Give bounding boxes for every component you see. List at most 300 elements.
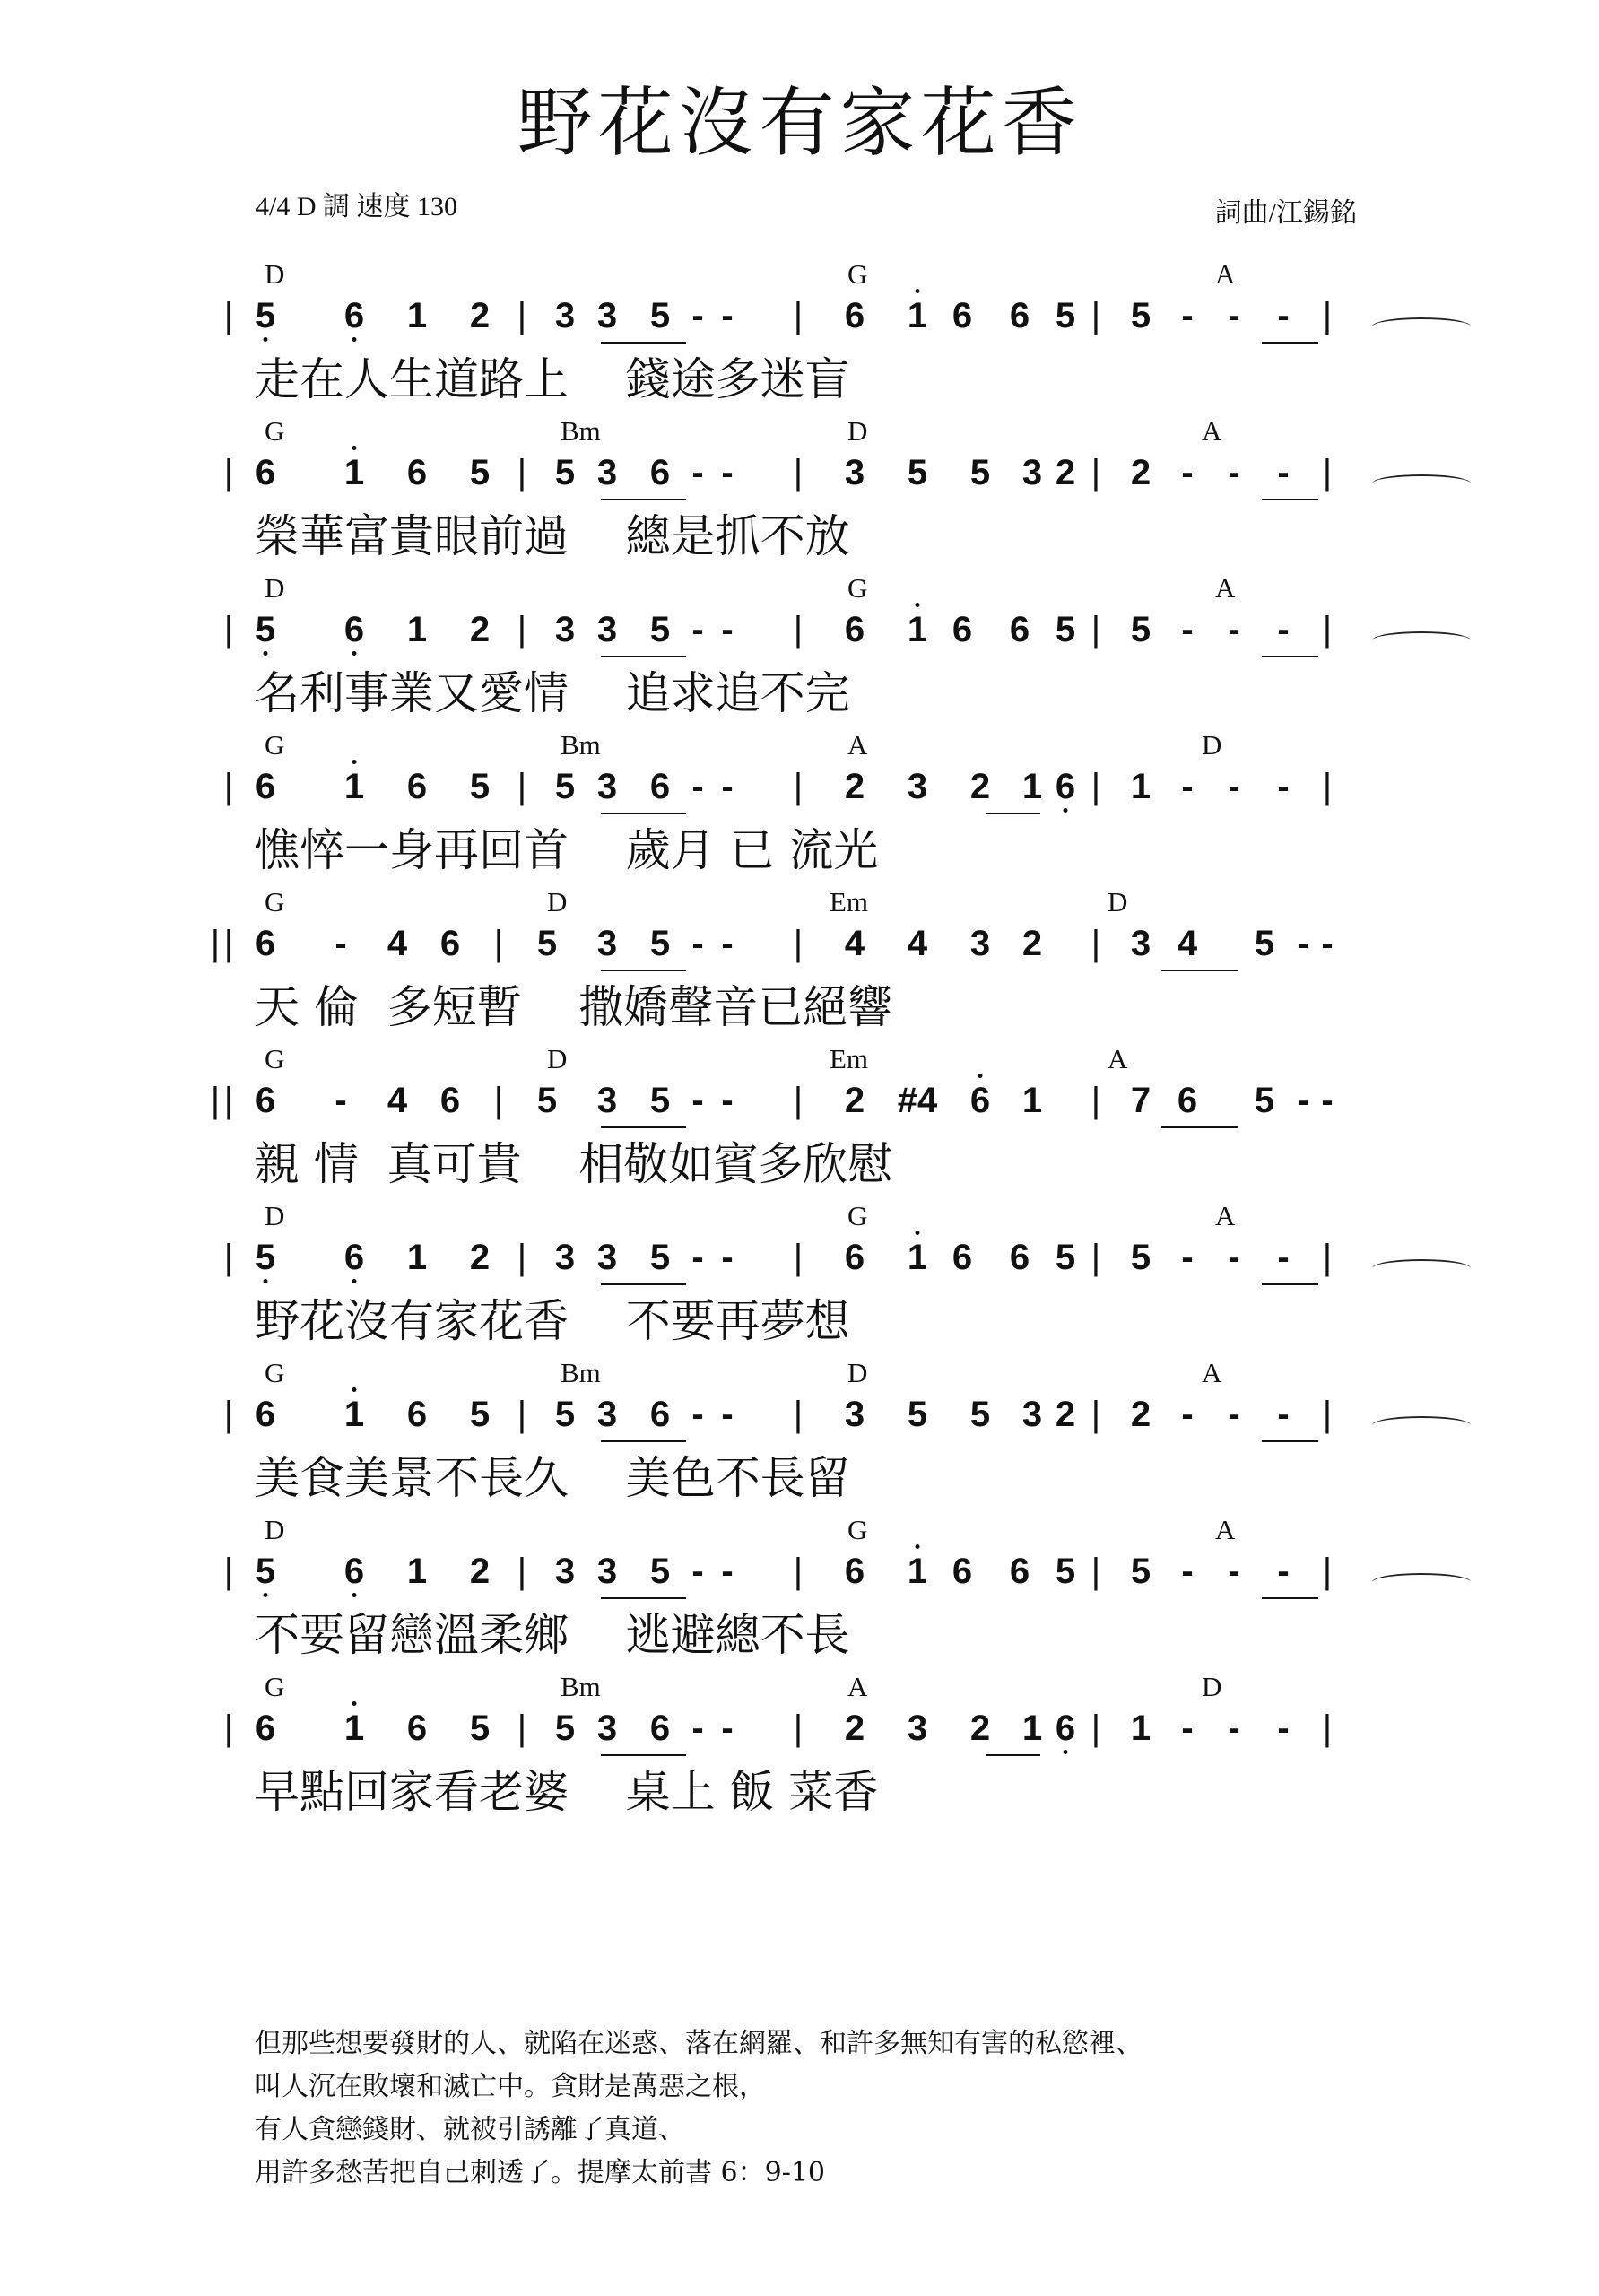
note: 3 — [554, 296, 576, 335]
sustain-dash: - — [721, 1552, 734, 1591]
eighth-note-underline — [1161, 1126, 1238, 1128]
lower-octave-dot — [264, 1279, 268, 1283]
upper-octave-dot — [916, 603, 920, 607]
note: 5 — [1130, 296, 1151, 335]
note: 6 — [255, 767, 276, 806]
bar-line: | — [517, 1552, 527, 1591]
note: 2 — [469, 1552, 491, 1591]
eighth-note-underline — [601, 499, 686, 500]
bar-line: | — [517, 1238, 527, 1277]
bar-line: | — [223, 610, 234, 649]
bar-line: | — [493, 924, 504, 963]
note: 6 — [1177, 1081, 1198, 1120]
note: 3 — [596, 453, 618, 492]
note: 5 — [1130, 1552, 1151, 1591]
note: 3 — [596, 1395, 618, 1434]
note: #4 — [897, 1081, 938, 1120]
bar-line: | — [223, 1552, 234, 1591]
bar-line: | — [223, 924, 234, 963]
bar-line: | — [1322, 296, 1333, 335]
note: 5 — [554, 1395, 576, 1434]
note: 4 — [907, 924, 928, 963]
score-system — [0, 574, 1599, 731]
sustain-dash: - — [1277, 1709, 1290, 1748]
note: 2 — [469, 296, 491, 335]
sustain-dash: - — [1321, 1081, 1334, 1120]
sustain-dash: - — [1297, 1081, 1309, 1120]
score-system — [0, 888, 1599, 1045]
note: 5 — [969, 453, 991, 492]
bar-line: | — [223, 1395, 234, 1434]
sustain-dash: - — [1277, 767, 1290, 806]
note: 3 — [596, 1081, 618, 1120]
note: 4 — [387, 1081, 408, 1120]
note: 5 — [469, 453, 491, 492]
note: 3 — [554, 1552, 576, 1591]
score-system — [0, 260, 1599, 417]
bar-line: | — [793, 453, 804, 492]
chord-symbol: Bm — [561, 415, 601, 447]
note: 1 — [1021, 1081, 1043, 1120]
note: 6 — [406, 453, 428, 492]
note: 5 — [649, 1238, 671, 1277]
note-row — [215, 298, 1444, 348]
bar-line: | — [1322, 453, 1333, 492]
sustain-dash: - — [1181, 767, 1194, 806]
lyric-line: 美食美景不長久 美色不長留 — [255, 1452, 850, 1504]
bar-line: | — [223, 1709, 234, 1748]
eighth-note-underline — [1262, 1597, 1318, 1599]
sustain-dash: - — [721, 1709, 734, 1748]
chord-symbol: Bm — [561, 1357, 601, 1388]
verse-line: 但那些想要發財的人、就陷在迷惑、落在網羅、和許多無知有害的私慾裡、 — [255, 2028, 1143, 2059]
note-row — [210, 1081, 1444, 1133]
bar-line: | — [793, 1395, 804, 1434]
sustain-dash: - — [1181, 610, 1194, 649]
note-row — [210, 924, 1444, 976]
bar-line: | — [793, 1709, 804, 1748]
lyric-line: 天 倫 多短暫 撒嬌聲音已絕響 — [255, 981, 893, 1033]
note: 6 — [343, 296, 365, 335]
note: 4 — [844, 924, 865, 963]
note: 3 — [596, 1238, 618, 1277]
sustain-dash: - — [691, 453, 704, 492]
note: 6 — [1009, 1238, 1030, 1277]
score-system — [0, 1045, 1599, 1202]
bar-line: | — [210, 1081, 221, 1120]
note: 1 — [1130, 767, 1151, 806]
note: 6 — [952, 1552, 973, 1591]
bar-line: | — [1091, 924, 1101, 963]
bar-line: | — [517, 1709, 527, 1748]
chord-symbol: G — [847, 572, 868, 604]
sustain-dash: - — [1181, 1238, 1194, 1277]
bar-line: | — [223, 767, 234, 806]
chord-symbol: A — [1215, 258, 1236, 290]
eighth-note-underline — [601, 1597, 686, 1599]
tie-arc — [1372, 474, 1471, 492]
sustain-dash: - — [721, 610, 734, 649]
lower-octave-dot — [352, 337, 357, 342]
note: 6 — [1055, 767, 1076, 806]
sustain-dash: - — [721, 924, 734, 963]
note: 6 — [844, 1238, 865, 1277]
chord-symbol: D — [1202, 1671, 1222, 1702]
upper-octave-dot — [916, 1544, 920, 1549]
note: 6 — [1009, 610, 1030, 649]
bar-line: | — [493, 1081, 504, 1120]
lyric-line: 走在人生道路上 錢途多迷盲 — [255, 353, 850, 405]
bar-line: | — [1322, 1552, 1333, 1591]
note: 6 — [343, 1238, 365, 1277]
note: 1 — [343, 1709, 365, 1748]
note: 6 — [439, 1081, 461, 1120]
note: 3 — [844, 453, 865, 492]
note: 6 — [952, 296, 973, 335]
note: 6 — [649, 1709, 671, 1748]
bar-line: | — [517, 767, 527, 806]
note: 6 — [343, 610, 365, 649]
verse-line: 有人貪戀錢財、就被引誘離了真道、 — [255, 2114, 685, 2145]
bar-line: | — [517, 610, 527, 649]
eighth-note-underline — [601, 342, 686, 344]
note: 5 — [1055, 296, 1076, 335]
bar-line: | — [1091, 453, 1101, 492]
song-title: 野花沒有家花香 — [517, 79, 1082, 167]
bar-line: | — [793, 1552, 804, 1591]
note: 1 — [406, 1552, 428, 1591]
note: 5 — [1055, 610, 1076, 649]
upper-octave-dot — [978, 1074, 983, 1078]
note: 3 — [844, 1395, 865, 1434]
note: 5 — [649, 924, 671, 963]
sustain-dash: - — [721, 1395, 734, 1434]
eighth-note-underline — [1262, 656, 1318, 657]
note: 6 — [844, 296, 865, 335]
note: 3 — [596, 767, 618, 806]
credits: 詞曲/江錫銘 — [1214, 198, 1357, 228]
sustain-dash: - — [1228, 1552, 1240, 1591]
eighth-note-underline — [1262, 499, 1318, 500]
bar-line: | — [793, 610, 804, 649]
chord-symbol: A — [1202, 415, 1222, 447]
sustain-dash: - — [1228, 1709, 1240, 1748]
chord-symbol: A — [847, 729, 868, 761]
score-system — [0, 1359, 1599, 1516]
bar-line: | — [210, 924, 221, 963]
eighth-note-underline — [601, 1126, 686, 1128]
note: 6 — [255, 924, 276, 963]
note-row — [215, 1553, 1444, 1604]
note: 6 — [649, 453, 671, 492]
bar-line: | — [1091, 296, 1101, 335]
note: 6 — [952, 1238, 973, 1277]
note: 5 — [255, 1552, 276, 1591]
note: 6 — [952, 610, 973, 649]
note: 6 — [406, 1395, 428, 1434]
note: 5 — [1055, 1238, 1076, 1277]
note: 5 — [649, 1081, 671, 1120]
eighth-note-underline — [1161, 970, 1238, 971]
sustain-dash: - — [721, 767, 734, 806]
note: 1 — [406, 296, 428, 335]
sustain-dash: - — [691, 1395, 704, 1434]
chord-symbol: D — [1108, 886, 1128, 918]
lyric-line: 早點回家看老婆 桌上 飯 菜香 — [255, 1766, 879, 1818]
bar-line: | — [223, 296, 234, 335]
note: 2 — [844, 1081, 865, 1120]
note-row — [215, 1239, 1444, 1290]
chord-symbol: G — [265, 1357, 285, 1388]
chord-symbol: D — [847, 415, 868, 447]
note: 3 — [596, 1552, 618, 1591]
bar-line: | — [1322, 610, 1333, 649]
verse-line: 叫人沉在敗壞和滅亡中。貪財是萬惡之根， — [255, 2071, 766, 2102]
eighth-note-underline — [986, 813, 1040, 814]
note: 6 — [406, 1709, 428, 1748]
chord-symbol: G — [847, 258, 868, 290]
note: 3 — [554, 1238, 576, 1277]
chord-symbol: D — [265, 1514, 285, 1545]
note-row — [215, 1710, 1444, 1761]
eighth-note-underline — [601, 656, 686, 657]
eighth-note-underline — [601, 1440, 686, 1442]
lower-octave-dot — [352, 651, 357, 656]
note: 2 — [969, 1709, 991, 1748]
bar-line: | — [1091, 1238, 1101, 1277]
bar-line: | — [1091, 1709, 1101, 1748]
verse-line: 用許多愁苦把自己刺透了。提摩太前書 6：9-10 — [255, 2157, 826, 2188]
note: 5 — [469, 767, 491, 806]
tie-arc — [1372, 631, 1471, 649]
chord-symbol: Bm — [561, 729, 601, 761]
sustain-dash: - — [335, 924, 347, 963]
chord-symbol: D — [847, 1357, 868, 1388]
chord-symbol: A — [1215, 1200, 1236, 1231]
lower-octave-dot — [264, 1593, 268, 1597]
sustain-dash: - — [721, 1081, 734, 1120]
bar-line: | — [517, 453, 527, 492]
note: 1 — [1130, 1709, 1151, 1748]
bar-line: | — [793, 924, 804, 963]
sustain-dash: - — [1297, 924, 1309, 963]
sustain-dash: - — [721, 296, 734, 335]
note: 6 — [343, 1552, 365, 1591]
bar-line: | — [1091, 1395, 1101, 1434]
chord-symbol: G — [265, 886, 285, 918]
sustain-dash: - — [691, 1552, 704, 1591]
note: 3 — [969, 924, 991, 963]
note-row — [215, 612, 1444, 662]
note: 7 — [1130, 1081, 1151, 1120]
chord-symbol: D — [547, 1043, 568, 1074]
lyric-line: 野花沒有家花香 不要再夢想 — [255, 1295, 850, 1347]
sustain-dash: - — [691, 1081, 704, 1120]
bar-line: | — [1322, 1238, 1333, 1277]
note: 6 — [1055, 1709, 1076, 1748]
note: 6 — [255, 1395, 276, 1434]
eighth-note-underline — [601, 970, 686, 971]
eighth-note-underline — [601, 813, 686, 814]
sustain-dash: - — [1181, 453, 1194, 492]
lower-octave-dot — [1064, 808, 1068, 813]
lyric-line: 名利事業又愛情 追求追不完 — [255, 667, 850, 719]
note: 6 — [439, 924, 461, 963]
note: 2 — [1055, 453, 1076, 492]
upper-octave-dot — [916, 289, 920, 293]
note-row — [215, 455, 1444, 505]
note: 6 — [649, 767, 671, 806]
sustain-dash: - — [691, 1709, 704, 1748]
eighth-note-underline — [986, 1754, 1040, 1756]
sustain-dash: - — [335, 1081, 347, 1120]
note: 1 — [907, 296, 928, 335]
chord-symbol: G — [265, 729, 285, 761]
key-tempo: 4/4 D 調 速度 130 — [256, 192, 457, 222]
note: 6 — [255, 453, 276, 492]
note: 2 — [1130, 453, 1151, 492]
chord-symbol: G — [265, 415, 285, 447]
chord-symbol: D — [265, 258, 285, 290]
note: 4 — [1177, 924, 1198, 963]
chord-symbol: A — [847, 1671, 868, 1702]
note: 3 — [596, 924, 618, 963]
tie-arc — [1372, 1259, 1471, 1277]
note: 3 — [554, 610, 576, 649]
note: 6 — [406, 767, 428, 806]
note: 6 — [1009, 1552, 1030, 1591]
note: 1 — [1021, 767, 1043, 806]
note: 2 — [844, 767, 865, 806]
bar-line: | — [793, 767, 804, 806]
note: 5 — [536, 1081, 558, 1120]
chord-symbol: D — [547, 886, 568, 918]
chord-symbol: G — [847, 1514, 868, 1545]
sustain-dash: - — [1181, 1552, 1194, 1591]
sustain-dash: - — [691, 610, 704, 649]
sustain-dash: - — [1228, 610, 1240, 649]
bar-line: | — [517, 296, 527, 335]
note: 3 — [1130, 924, 1151, 963]
note: 5 — [1254, 924, 1275, 963]
note: 5 — [554, 453, 576, 492]
note: 3 — [907, 767, 928, 806]
note: 6 — [844, 610, 865, 649]
note: 5 — [649, 1552, 671, 1591]
upper-octave-dot — [352, 760, 357, 764]
lyric-line: 不要留戀溫柔鄉 逃避總不長 — [255, 1609, 850, 1661]
note: 4 — [387, 924, 408, 963]
lyric-line: 親 情 真可貴 相敬如賓多欣慰 — [255, 1138, 893, 1190]
sustain-dash: - — [1181, 1709, 1194, 1748]
bar-line: | — [793, 1238, 804, 1277]
note: 6 — [255, 1081, 276, 1120]
bar-line: | — [1091, 767, 1101, 806]
sustain-dash: - — [1181, 1395, 1194, 1434]
sustain-dash: - — [1228, 453, 1240, 492]
note: 5 — [554, 1709, 576, 1748]
tie-arc — [1372, 1416, 1471, 1434]
note: 3 — [596, 1709, 618, 1748]
lower-octave-dot — [1064, 1750, 1068, 1754]
sustain-dash: - — [1277, 296, 1290, 335]
score-system — [0, 1516, 1599, 1673]
note: 3 — [596, 296, 618, 335]
note: 6 — [844, 1552, 865, 1591]
bar-line: | — [223, 453, 234, 492]
note: 5 — [907, 1395, 928, 1434]
bar-line: | — [1091, 1552, 1101, 1591]
note: 5 — [255, 610, 276, 649]
note: 5 — [969, 1395, 991, 1434]
note: 6 — [1009, 296, 1030, 335]
tie-arc — [1372, 317, 1471, 335]
note: 5 — [554, 767, 576, 806]
note: 2 — [844, 1709, 865, 1748]
sustain-dash: - — [1181, 296, 1194, 335]
bar-line: | — [1322, 1709, 1333, 1748]
eighth-note-underline — [1262, 1440, 1318, 1442]
note-row — [215, 1396, 1444, 1447]
note: 3 — [907, 1709, 928, 1748]
score-system — [0, 731, 1599, 888]
eighth-note-underline — [1262, 342, 1318, 344]
note: 5 — [469, 1709, 491, 1748]
bar-line: | — [223, 1081, 234, 1120]
tie-arc — [1372, 1573, 1471, 1591]
note: 5 — [907, 453, 928, 492]
sustain-dash: - — [691, 924, 704, 963]
sustain-dash: - — [1277, 1552, 1290, 1591]
bar-line: | — [1322, 1395, 1333, 1434]
sustain-dash: - — [721, 453, 734, 492]
upper-octave-dot — [352, 1701, 357, 1706]
note: 6 — [649, 1395, 671, 1434]
sustain-dash: - — [721, 1238, 734, 1277]
chord-symbol: A — [1215, 572, 1236, 604]
bar-line: | — [223, 1238, 234, 1277]
note: 3 — [1021, 1395, 1043, 1434]
sustain-dash: - — [1228, 296, 1240, 335]
chord-symbol: Bm — [561, 1671, 601, 1702]
bar-line: | — [1091, 1081, 1101, 1120]
bar-line: | — [517, 1395, 527, 1434]
chord-symbol: G — [265, 1043, 285, 1074]
note: 2 — [1021, 924, 1043, 963]
note: 3 — [1021, 453, 1043, 492]
note: 1 — [343, 1395, 365, 1434]
note: 6 — [255, 1709, 276, 1748]
note: 5 — [1130, 610, 1151, 649]
note: 2 — [469, 1238, 491, 1277]
eighth-note-underline — [601, 1283, 686, 1285]
sustain-dash: - — [1228, 1395, 1240, 1434]
eighth-note-underline — [1262, 1283, 1318, 1285]
sustain-dash: - — [1277, 453, 1290, 492]
chord-symbol: A — [1108, 1043, 1128, 1074]
chord-symbol: G — [265, 1671, 285, 1702]
note: 1 — [907, 1238, 928, 1277]
sustain-dash: - — [1277, 1395, 1290, 1434]
note: 5 — [469, 1395, 491, 1434]
note: 2 — [469, 610, 491, 649]
note: 5 — [255, 1238, 276, 1277]
eighth-note-underline — [601, 1754, 686, 1756]
score-system — [0, 417, 1599, 574]
score-system — [0, 1202, 1599, 1359]
bar-line: | — [793, 296, 804, 335]
chord-symbol: D — [1202, 729, 1222, 761]
